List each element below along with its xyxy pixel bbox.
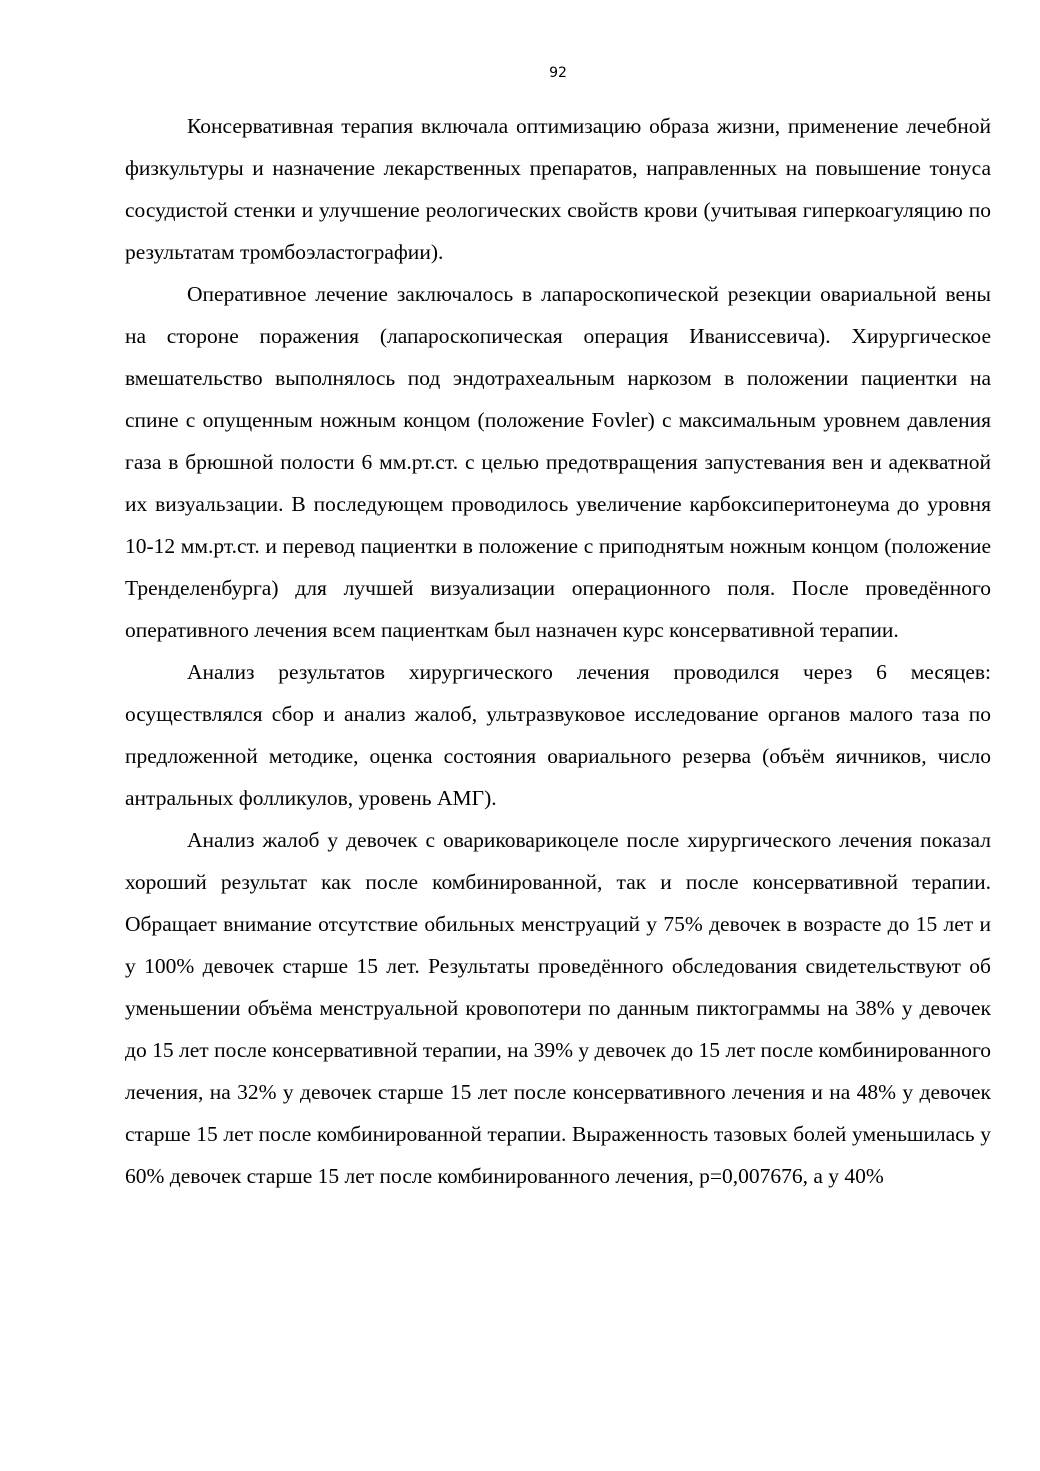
- paragraph-complaints-analysis: Анализ жалоб у девочек с овариковарикоцеле после хирургического лечения показал хороший результат как после комбинированной, так и после консервативной терапии. Обращает внимание отсутствие обильных менструаций у 75% девочек в возрасте до 15 лет и у 100% девочек старше 15 лет. Результаты проведённого обследования свидетельствуют об уменьшении объёма менструальной кровопотери по данным пиктограммы на 38% у девочек до 15 лет после консервативной терапии, на 39% у девочек до 15 лет после комбинированного лечения, на 32% у девочек старше 15 лет после консервативного лечения и на 48% у девочек старше 15 лет после комбинированной терапии. Выраженность тазовых болей уменьшилась у 60% девочек старше 15 лет после комбинированного лечения, p=0,007676, а у 40%: [125, 828, 991, 1188]
- page-number: 92: [549, 65, 567, 81]
- paragraph-conservative-therapy: Консервативная терапия включала оптимизацию образа жизни, применение лечебной физкультуры и назначение лекарственных препаратов, направленных на повышение тонуса сосудистой стенки и улучшение реологических свойств крови (учитывая гиперкоагуляцию по результатам тромбоэластографии).: [125, 114, 991, 264]
- paragraph-surgical-treatment: Оперативное лечение заключалось в лапароскопической резекции овариальной вены на стороне поражения (лапароскопическая операция Иваниссевича). Хирургическое вмешательство выполнялось под эндотрахеальным наркозом в положении пациентки на спине с опущенным ножным концом (положение Fovler) с максимальным уровнем давления газа в брюшной полости 6 мм.рт.ст. с целью предотвращения запустевания вен и адекватной их визуальзации. В последующем проводилось увеличение карбоксиперитонеума до уровня 10-12 мм.рт.ст. и перевод пациентки в положение с приподнятым ножным концом (положение Тренделенбурга) для лучшей визуализации операционного поля. После проведённого оперативного лечения всем пациенткам был назначен курс консервативной терапии.: [125, 282, 991, 642]
- body-text: [125, 105, 991, 1197]
- paragraph-results-analysis: Анализ результатов хирургического лечения проводился через 6 месяцев: осуществлялся сбор и анализ жалоб, ультразвуковое исследование органов малого таза по предложенной методике, оценка состояния овариального резерва (объём яичников, число антральных фолликулов, уровень АМГ).: [125, 660, 991, 810]
